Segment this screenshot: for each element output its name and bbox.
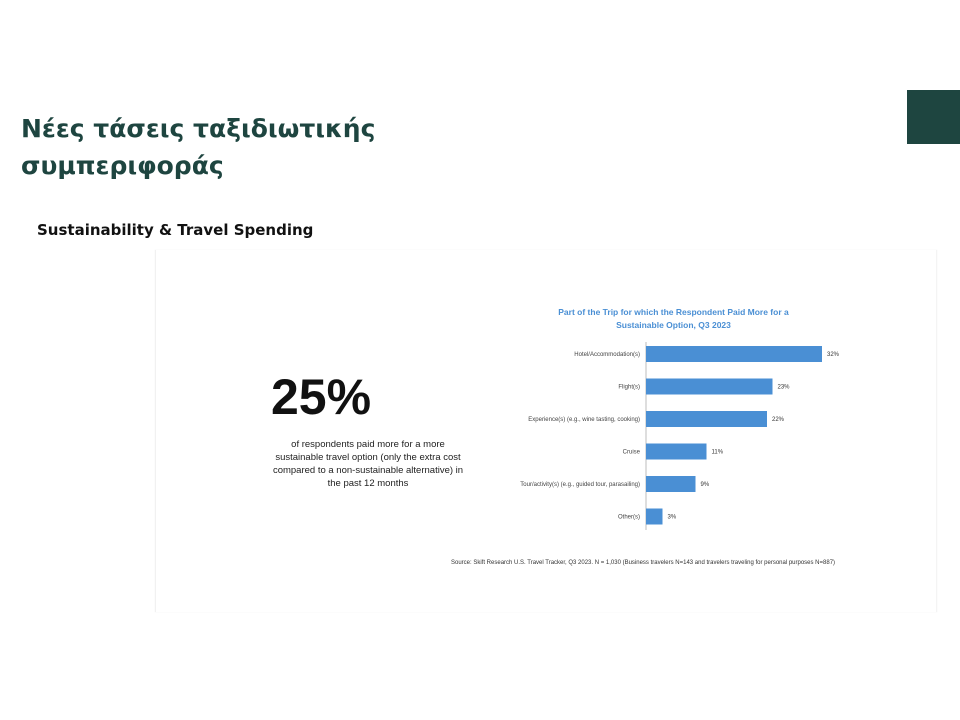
bar-value-label: 3% <box>667 514 677 521</box>
category-label: Tour/activity(s) (e.g., guided tour, parasailing) <box>520 482 640 488</box>
category-label: Experience(s) (e.g., wine tasting, cooking) <box>528 417 640 423</box>
bar-value-label: 22% <box>772 417 785 423</box>
bar-chart <box>496 340 876 530</box>
bar <box>646 346 822 362</box>
category-label: Hotel/Accommodation(s) <box>574 352 640 358</box>
bar-value-label: 11% <box>711 449 724 456</box>
bar <box>646 411 767 427</box>
bar-value-label: 9% <box>700 482 710 488</box>
category-label: Flight(s) <box>618 384 640 391</box>
category-label: Cruise <box>622 449 640 456</box>
slide-title: Νέες τάσεις ταξιδιωτικής συμπεριφοράς <box>21 114 376 180</box>
bar <box>646 509 663 525</box>
bar <box>646 476 696 492</box>
stat-description: of respondents paid more for a more sustainable travel option (only the extra cost compared to a non-sustainable alternative) in the past 12 months <box>272 439 464 489</box>
infographic-panel <box>155 250 937 612</box>
source-note: Source: Skift Research U.S. Travel Tracker, Q3 2023. N = 1,030 (Business travelers N=143 and travelers traveling for personal purposes N=887) <box>451 560 836 566</box>
category-label: Other(s) <box>617 514 640 521</box>
bar-value-label: 32% <box>827 352 840 358</box>
bar <box>646 444 707 460</box>
bar <box>646 379 773 395</box>
accent-block <box>907 90 960 144</box>
big-stat-value: 25% <box>270 369 372 425</box>
slide-subtitle: Sustainability & Travel Spending <box>37 221 314 239</box>
chart-title: Part of the Trip for which the Respondent Paid More for a Sustainable Option, Q3 2023 <box>558 307 789 330</box>
bar-value-label: 23% <box>777 384 790 391</box>
